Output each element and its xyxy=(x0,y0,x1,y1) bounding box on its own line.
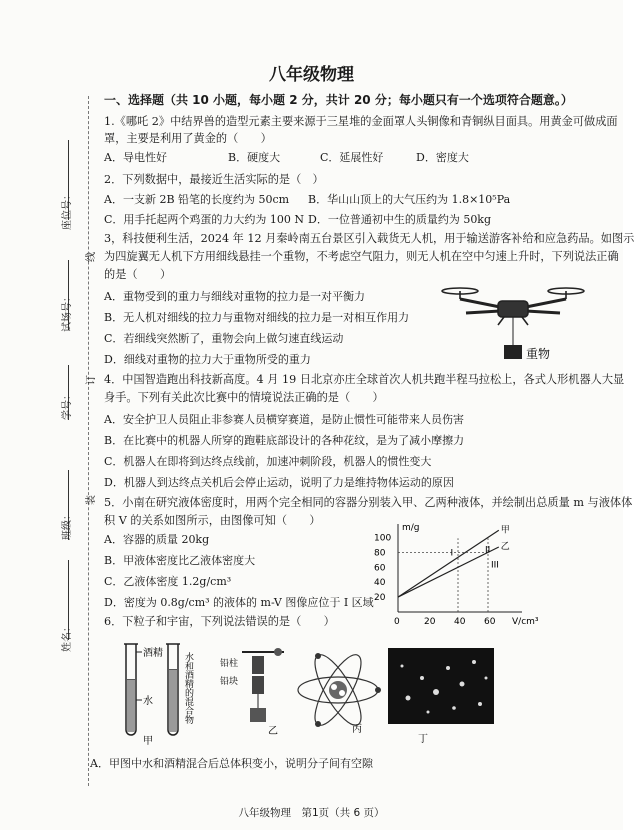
region-label: I xyxy=(450,548,454,559)
figure-bing-atom xyxy=(294,650,384,735)
series-line-1 xyxy=(398,547,499,597)
q2-option-a: A．一支新 2B 铅笔的长度约为 50cm xyxy=(104,193,290,206)
q2-stem: 2．下列数据中，最接近生活实际的是（ ） xyxy=(104,173,324,186)
lead-block-label: 铅块 xyxy=(220,677,239,687)
x-tick-label: 20 xyxy=(424,617,436,627)
figure-bing-label: 丙 xyxy=(352,724,362,735)
q3-option-b: B．无人机对细线的拉力与重物对细线的拉力是一对相互作用力 xyxy=(104,311,410,324)
q5-option-d: D．密度为 0.8g/cm³ 的液体的 m-V 图像应位于 I 区域 xyxy=(104,596,374,609)
section-heading: 一、选择题（共 10 小题，每小题 2 分，共计 20 分；每小题只有一个选项符合题意。） xyxy=(104,93,573,107)
x-tick-label: 0 xyxy=(394,617,400,627)
page-footer: 八年级物理 第1页（共 6 页） xyxy=(238,807,385,819)
x-tick-label: 40 xyxy=(454,617,466,627)
alcohol-label: 酒精 xyxy=(143,648,163,659)
q1-option-a: A．导电性好 xyxy=(104,151,167,164)
weight-label: 重物 xyxy=(526,347,551,361)
q5-stem-line1: 5．小南在研究液体密度时，用两个完全相同的容器分别装入甲、乙两种液体，并绘制出总质量 m 与液体体 xyxy=(104,496,633,509)
region-label: III xyxy=(491,560,499,571)
water-label: 水 xyxy=(143,696,153,707)
region-label: II xyxy=(485,545,491,556)
q1-option-d: D．密度大 xyxy=(416,151,469,164)
q4-option-d: D．机器人到达终点关机后会停止运动，说明了力是维持物体运动的原因 xyxy=(104,476,454,489)
figure-yi-label: 乙 xyxy=(268,726,278,737)
q4-option-b: B．在比赛中的机器人所穿的跑鞋底部设计的各种花纹，是为了减小摩擦力 xyxy=(104,434,465,447)
q5-option-c: C．乙液体密度 1.2g/cm³ xyxy=(104,575,232,588)
figure-ding-galaxy xyxy=(388,648,498,748)
x-axis-label: V/cm³ xyxy=(512,617,539,627)
figure-yi-lead xyxy=(220,646,290,736)
figure-jia-tubes xyxy=(118,640,213,750)
q1-option-b: B．硬度大 xyxy=(228,151,281,164)
q5-stem-line2: 积 V 的关系如图所示，由图像可知（ ） xyxy=(104,514,321,527)
name-label: 姓名： xyxy=(62,622,73,652)
y-tick-label: 20 xyxy=(374,593,386,604)
q2-option-b: B．华山山顶上的大气压约为 1.8×10⁵Pa xyxy=(308,193,511,206)
x-tick-label: 60 xyxy=(484,617,496,627)
q5-option-b: B．甲液体密度比乙液体密度大 xyxy=(104,554,256,567)
q3-option-a: A．重物受到的重力与细线对重物的拉力是一对平衡力 xyxy=(104,290,365,303)
page-title: 八年级物理 xyxy=(269,65,354,85)
q1-stem-line2: 罩，主要是利用了黄金的（ ） xyxy=(104,132,272,145)
q1-stem-line1: 1.《哪吒 2》中结界兽的造型元素主要来源于三星堆的金面罩人头铜像和青铜纵目面具。用黄金可做成面 xyxy=(104,115,618,128)
y-tick-label: 40 xyxy=(374,578,386,589)
q3-stem-line1: 3，科技便利生活，2024 年 12 月秦岭南五台景区引入载货无人机，用于输送游客补给和应急药品。如图示 xyxy=(104,232,634,245)
series-label-1: 乙 xyxy=(500,541,510,552)
margin-mark-zhuang: 装 xyxy=(86,495,97,505)
margin-mark-line: 线 xyxy=(86,252,97,262)
y-tick-label: 80 xyxy=(374,548,386,559)
q4-stem-line2: 身手。下列有关此次比赛中的情境说法正确的是（ ） xyxy=(104,391,384,404)
q6-option-a: A．甲图中水和酒精混合后总体积变小，说明分子间有空隙 xyxy=(90,757,373,770)
q1-option-c: C．延展性好 xyxy=(320,151,384,164)
q3-option-c: C．若细线突然断了，重物会向上做匀速直线运动 xyxy=(104,332,344,345)
mass-volume-chart xyxy=(372,520,539,630)
series-line-0 xyxy=(398,530,499,597)
q3-stem-line2: 为四旋翼无人机下方用细线悬挂一个重物，不考虑空气阻力，则无人机在空中匀速上升时，下列说法正确 xyxy=(104,250,619,263)
student-no-label: 学号： xyxy=(62,390,73,420)
q5-option-a: A．容器的质量 20kg xyxy=(104,533,210,546)
mixture-label: 水和酒精的混合物 xyxy=(183,652,193,724)
q4-option-a: A．安全护卫人员阻止非参赛人员横穿赛道，是防止惯性可能带来人员伤害 xyxy=(104,413,464,426)
q4-option-c: C．机器人在即将到达终点线前，加速冲刺阶段，机器人的惯性变大 xyxy=(104,455,432,468)
margin-mark-ding: 订 xyxy=(86,375,97,385)
q2-option-c: C．用手托起两个鸡蛋的力大约为 100 N xyxy=(104,213,305,226)
drone-figure xyxy=(438,283,588,368)
q3-option-d: D．细线对重物的拉力大于重物所受的重力 xyxy=(104,353,311,366)
y-tick-label: 60 xyxy=(374,563,386,574)
lead-column-label: 铅柱 xyxy=(220,659,239,669)
figure-ding-label: 丁 xyxy=(418,734,428,745)
y-tick-label: 100 xyxy=(374,533,392,544)
series-label-0: 甲 xyxy=(500,525,510,536)
exam-no-label: 试场号： xyxy=(62,292,73,332)
weight-block xyxy=(504,345,522,359)
seat-label: 座位号： xyxy=(62,190,73,230)
q3-stem-line3: 的是（ ） xyxy=(104,268,172,281)
class-label: 班级： xyxy=(62,510,73,540)
q4-stem-line1: 4．中国智造跑出科技新高度。4 月 19 日北京亦庄全球首次人机共跑半程马拉松上，各式人形机器人大显 xyxy=(104,373,625,386)
q6-stem: 6．下粒子和宇宙，下列说法错误的是（ ） xyxy=(104,615,335,628)
q2-option-d: D．一位普通初中生的质量约为 50kg xyxy=(308,213,492,226)
binding-line xyxy=(88,96,89,786)
figure-jia-label: 甲 xyxy=(143,736,153,747)
y-axis-label: m/g xyxy=(402,523,420,533)
